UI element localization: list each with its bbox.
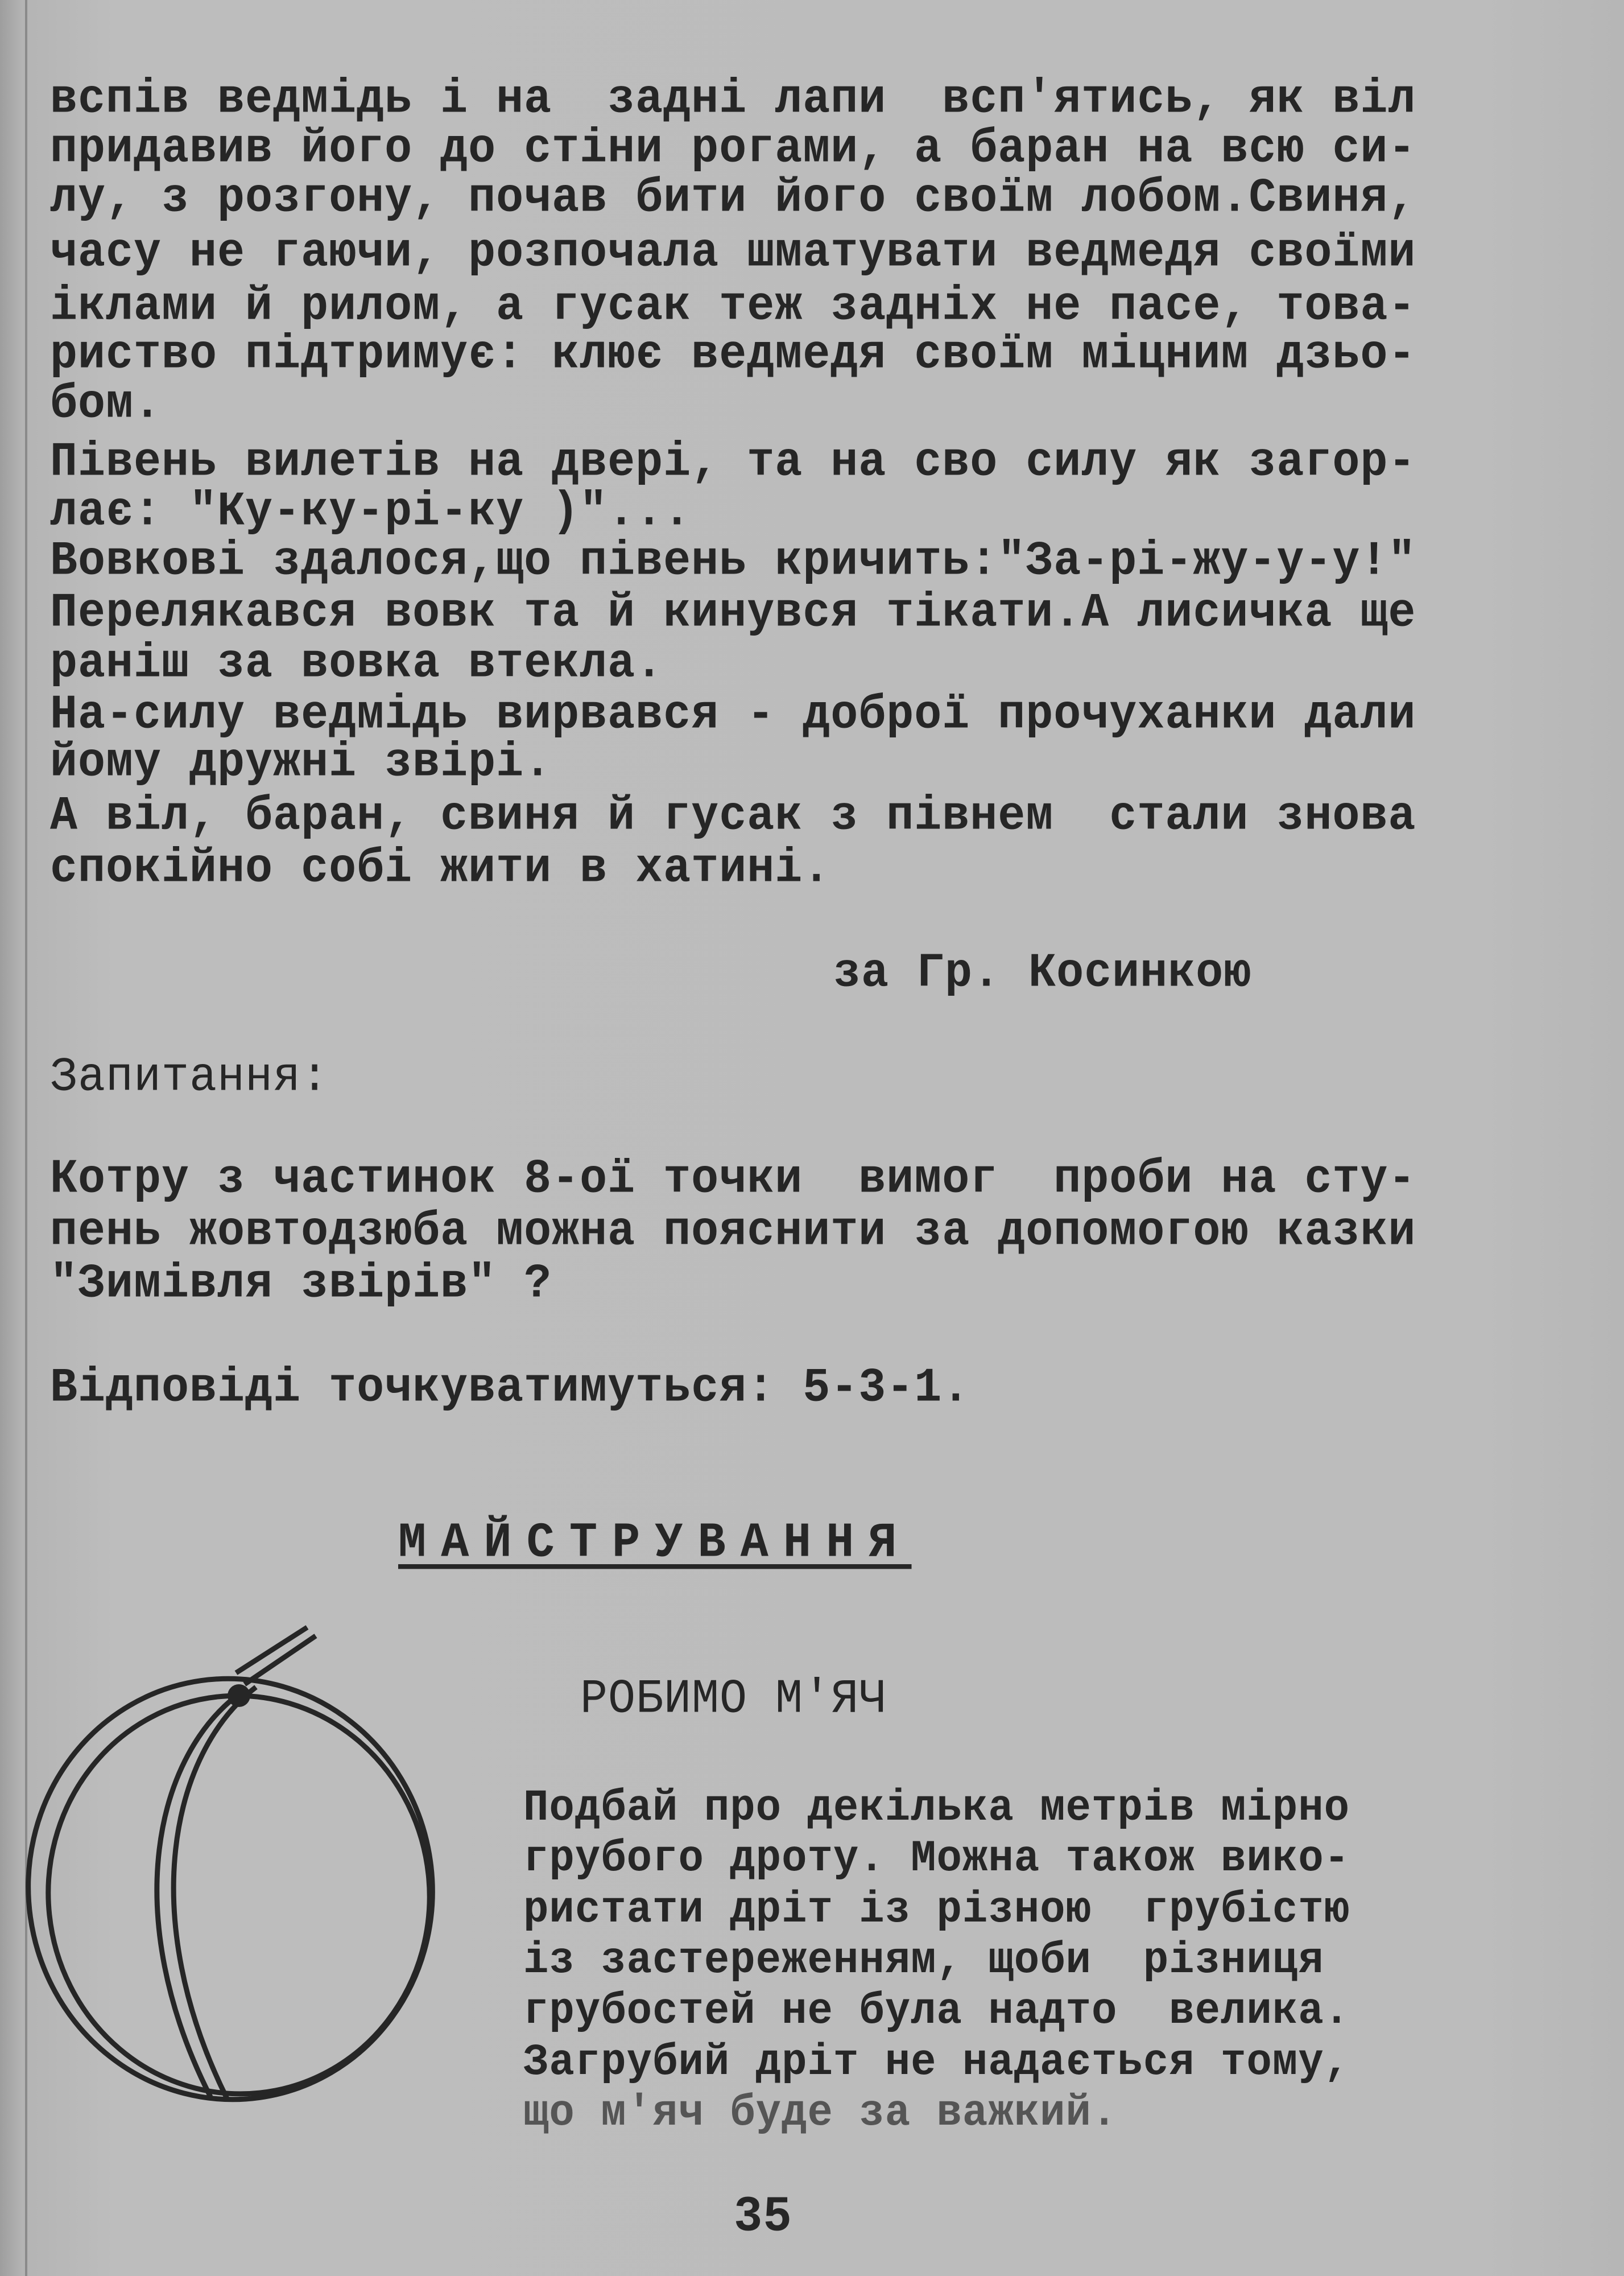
text-line: риство підтримує: клює ведмедя своїм міцним дзьо- <box>50 327 1416 382</box>
text-line: вспів ведмідь і на задні лапи всп'ятись, як віл <box>50 72 1416 127</box>
text-line: що м'яч буде за важкий. <box>523 2088 1118 2139</box>
text-line: "Зимівля звірів" ? <box>50 1256 552 1312</box>
scoring-note: Відповіді точкуватимуться: 5-3-1. <box>50 1360 970 1416</box>
page-number: 35 <box>734 2188 792 2246</box>
text-line: Вовкові здалося,що півень кричить:"За-рі-жу-у-у!" <box>50 534 1416 589</box>
text-line: раніш за вовка втекла. <box>50 636 664 691</box>
subsection-title: РОБИМО М'ЯЧ <box>580 1672 887 1727</box>
text-line: А віл, баран, свиня й гусак з півнем стали знова <box>50 789 1416 844</box>
text-line: На-силу ведмідь вирвався - доброї прочуханки дали <box>50 687 1416 743</box>
questions-heading: Запитання: <box>50 1050 329 1105</box>
text-line: часу не гаючи, розпочала шматувати ведмедя своїми <box>50 225 1416 281</box>
section-title: МАЙСТРУВАННЯ <box>398 1515 912 1571</box>
wire-ball-illustration <box>11 1622 455 2122</box>
text-line: йому дружні звірі. <box>50 735 552 790</box>
text-line: Загрубий дріт не надається тому, <box>523 2038 1350 2088</box>
text-line: із застереженням, щоби різниця <box>523 1936 1324 1986</box>
text-line: ристати дріт із різною грубістю <box>523 1885 1350 1936</box>
text-line: бом. <box>50 377 162 432</box>
text-line: Перелякався вовк та й кинувся тікати.А лисичка ще <box>50 586 1416 641</box>
text-line: придавив його до стіни рогами, а баран на всю си- <box>50 121 1416 176</box>
text-line: лу, з розгону, почав бити його своїм лобом.Свиня, <box>50 171 1416 226</box>
text-line: Котру з частинок 8-ої точки вимог проби на сту- <box>50 1152 1416 1207</box>
text-line: Подбай про декілька метрів мірно <box>523 1783 1350 1834</box>
text-line: грубого дроту. Можна також вико- <box>523 1834 1350 1885</box>
attribution: за Гр. Косинкою <box>833 946 1252 1001</box>
text-line: лає: "Ку-ку-рі-ку )"... <box>50 484 692 539</box>
text-line: грубостей не була надто велика. <box>523 1986 1350 2037</box>
text-line: пень жовтодзюба можна пояснити за допомогою казки <box>50 1204 1416 1259</box>
text-line: Півень вилетів на двері, та на сво силу як загор- <box>50 435 1416 490</box>
text-line: іклами й рилом, а гусак теж задніх не пасе, това- <box>50 279 1416 334</box>
text-line: спокійно собі жити в хатині. <box>50 841 831 896</box>
